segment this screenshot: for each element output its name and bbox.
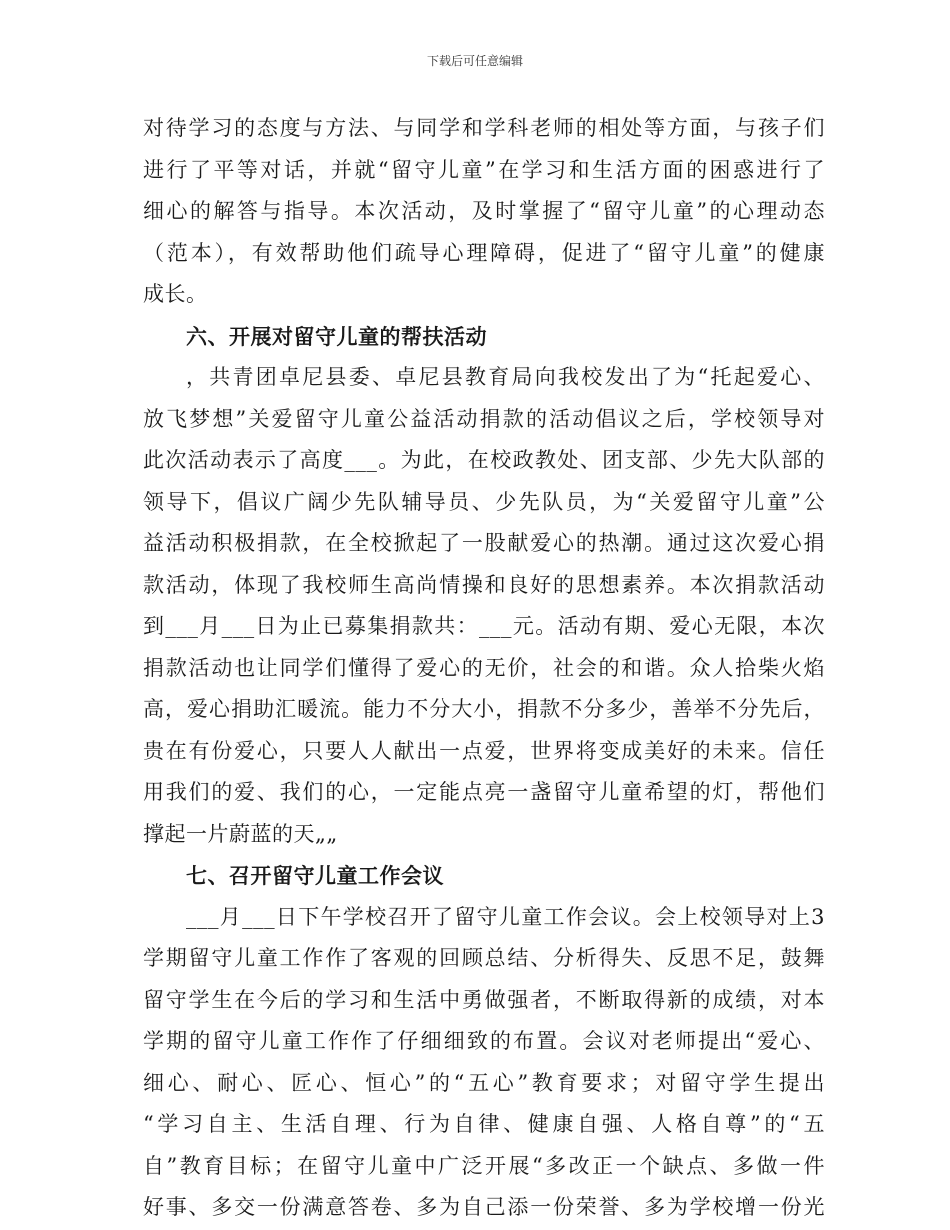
text-line: 到___月___日为止已募集捐款共：___元。活动有期、爱心无限，本次 [143,614,825,638]
text-line: “学习自主、生活自理、行为自律、健康自强、人格自尊”的“五 [143,1112,825,1136]
text-line: 好事、多交一份满意答卷、多为自己添一份荣誉、多为学校增一份光 [143,1195,825,1219]
text-line: 留守学生在今后的学习和生活中勇做强者，不断取得新的成绩，对本 [143,987,825,1012]
text-line: 学期的留守儿童工作作了仔细细致的布置。会议对老师提出“爱心、 [143,1029,825,1053]
text-line: 细心的解答与指导。本次活动，及时掌握了“留守儿童”的心理动态 [143,199,825,223]
text-line: 进行了平等对话，并就“留守儿童”在学习和生活方面的困惑进行了 [143,157,825,182]
text-line: 此次活动表示了高度___。为此，在校政教处、团支部、少先大队部的 [143,448,825,472]
text-line: 捐款活动也让同学们懂得了爱心的无价，社会的和谐。众人拾柴火焰 [143,655,825,680]
paragraph-1 [143,108,825,316]
text-line: ___月___日下午学校召开了留守儿童工作会议。会上校领导对上3 [186,904,825,929]
text-line: 领导下，倡议广阔少先队辅导员、少先队员，为“关爱留守儿童”公 [143,489,825,514]
text-line: 用我们的爱、我们的心，一定能点亮一盏留守儿童希望的灯，帮他们 [143,780,825,804]
section-heading-7: 七、召开留守儿童工作会议 [186,863,444,888]
text-line: 撑起一片蔚蓝的天„„ [143,821,338,846]
text-line: 成长。 [143,282,208,306]
text-line: 对待学习的态度与方法、与同学和学科老师的相处等方面，与孩子们 [143,116,825,140]
paragraph-3 [143,897,825,1229]
paragraph-2 [143,357,825,855]
text-line: 益活动积极捐款，在全校掀起了一股献爱心的热潮。通过这次爱心捐 [143,531,825,555]
text-line: 贵在有份爱心，只要人人献出一点爱，世界将变成美好的未来。信任 [143,738,825,763]
text-line: （范本），有效帮助他们疏导心理障碍，促进了“留守儿童”的健康 [143,240,825,265]
text-line: 款活动，体现了我校师生高尚情操和良好的思想素养。本次捐款活动 [143,572,825,597]
text-line: 学期留守儿童工作作了客观的回顾总结、分析得失、反思不足，鼓舞 [143,946,825,970]
text-line: 细心、耐心、匠心、恒心”的“五心”教育要求；对留守学生提出 [143,1070,825,1095]
text-line: 自”教育目标；在留守儿童中广泛开展“多改正一个缺点、多做一件 [143,1153,825,1178]
text-line: 高，爱心捐助汇暖流。能力不分大小，捐款不分多少，善举不分先后， [143,697,825,721]
text-line: 放飞梦想”关爱留守儿童公益活动捐款的活动倡议之后，学校领导对 [143,406,825,431]
section-heading-6: 六、开展对留守儿童的帮扶活动 [186,323,487,349]
document-body [143,108,825,1229]
text-line: ，共青团卓尼县委、卓尼县教育局向我校发出了为“托起爱心、 [186,365,825,389]
page-header: 下载后可任意编辑 [426,54,523,68]
